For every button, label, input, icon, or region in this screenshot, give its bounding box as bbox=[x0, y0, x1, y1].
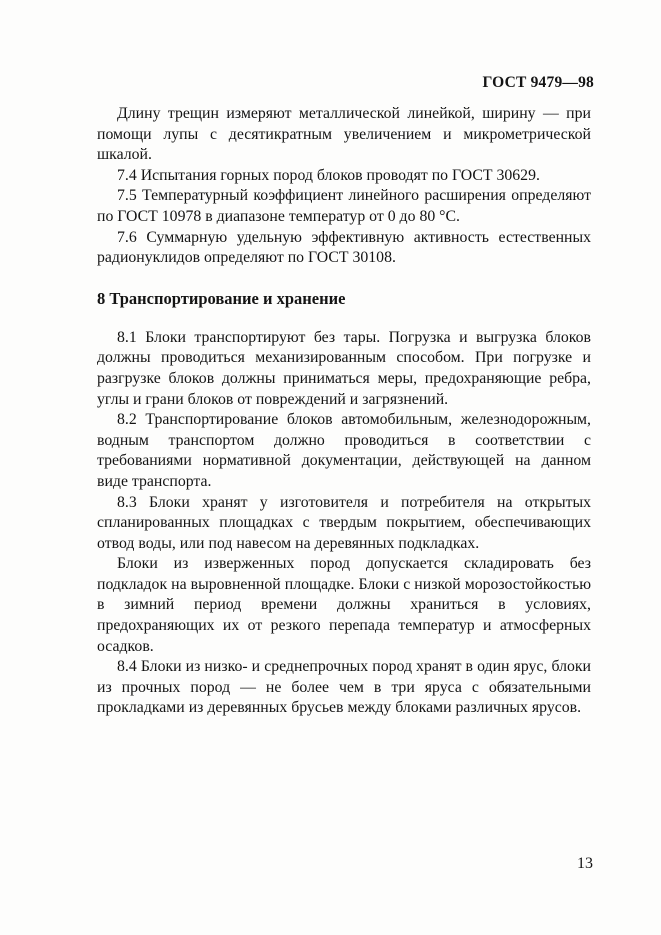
page-number: 13 bbox=[577, 855, 593, 872]
document-code-header: ГОСТ 9479—98 bbox=[482, 74, 594, 91]
paragraph-7-4: 7.4 Испытания горных пород блоков проводят по ГОСТ 30629. bbox=[117, 166, 540, 184]
paragraph-7-5: 7.5 Температурный коэффициент линейного расширения определяют по ГОСТ 10978 в диапазоне температур от 0 до 80 °С. bbox=[97, 187, 591, 225]
section-title-8: 8 Транспортирование и хранение bbox=[97, 288, 346, 308]
paragraph-7-6: 7.6 Суммарную удельную эффективную активность естественных радионуклидов определяют по ГОСТ 30108. bbox=[97, 228, 591, 267]
paragraph-8-4: 8.4 Блоки из низко- и среднепрочных пород хранят в один ярус, блоки из прочных пород — не более чем в три яруса с обязательными прокладками из деревянных брусьев между блоками различных ярусов. bbox=[97, 658, 591, 717]
paragraph-igneous-blocks: Блоки из изверженных пород допускается складировать без подкладок на выровненной площадке. Блоки с низкой морозостойкостью в зимний период времени должны храниться в условиях, предохраняющих их от резкого перепада температур и атмосферных осадков. bbox=[97, 555, 591, 655]
paragraph-8-2: 8.2 Транспортирование блоков автомобильным, железнодорожным, водным транспортом должно проводиться в соответствии с требованиями нормативной документации, действующей на данном виде транспорта. bbox=[97, 411, 591, 490]
paragraph-8-3: 8.3 Блоки хранят у изготовителя и потребителя на открытых спланированных площадках с твердым покрытием, обеспечивающих отвод воды, или под навесом на деревянных подкладках. bbox=[97, 493, 591, 552]
document-body bbox=[97, 104, 591, 719]
paragraph-crack-measurement: Длину трещин измеряют металлической линейкой, ширину — при помощи лупы с десятикратным увеличением и микрометрической шкалой. bbox=[97, 105, 591, 164]
paragraph-8-1: 8.1 Блоки транспортируют без тары. Погрузка и выгрузка блоков должны проводиться механизированным способом. При погрузке и разгрузке блоков должны приниматься меры, предохраняющие ребра, углы и грани блоков от повреждений и загрязнений. bbox=[97, 328, 591, 408]
